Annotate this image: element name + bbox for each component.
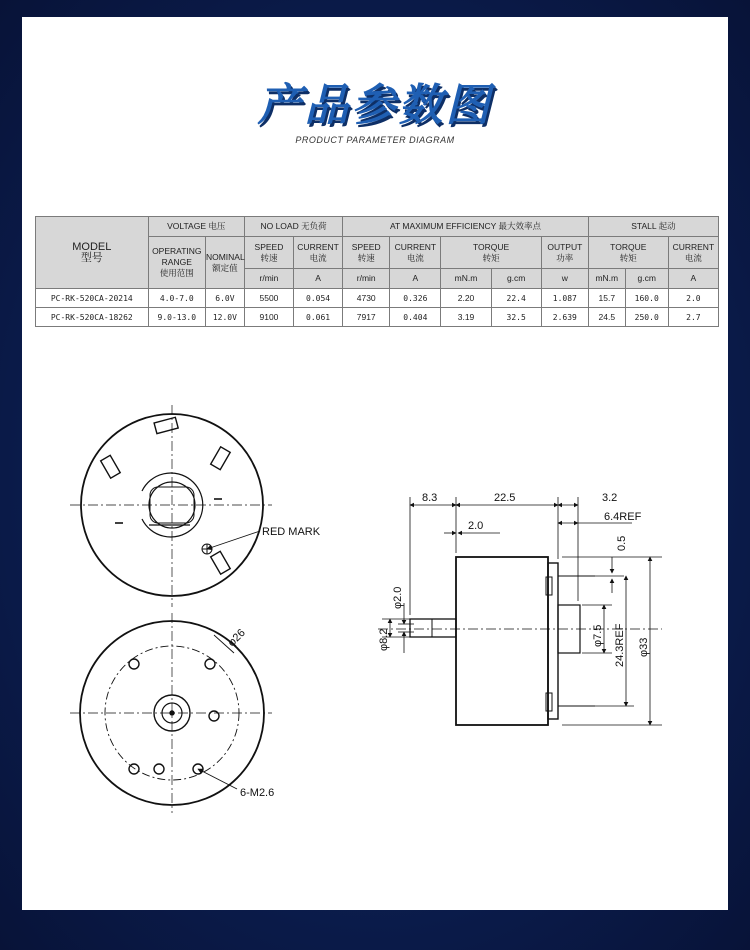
me-torque-gcm-cell: 32.5 bbox=[491, 308, 541, 327]
st-current-cell: 2.0 bbox=[668, 289, 718, 308]
st-torque-gcm-cell: 250.0 bbox=[625, 308, 668, 327]
me-torque-mnm-cell: 2.20 bbox=[441, 289, 491, 308]
parameter-sheet bbox=[22, 17, 728, 910]
me-current-cell: 0.404 bbox=[390, 308, 441, 327]
model-cell: PC-RK-520CA-20214 bbox=[36, 289, 149, 308]
nl-speed-cell: 5500 bbox=[244, 289, 293, 308]
model-header-cn: 型号 bbox=[80, 251, 103, 264]
me-speed-cell: 7917 bbox=[343, 308, 390, 327]
page-title: 产品参数图 bbox=[257, 80, 493, 131]
unit-cell: w bbox=[541, 269, 588, 289]
unit-cell: r/min bbox=[244, 269, 293, 289]
current-cn-label: 电流 bbox=[309, 252, 327, 263]
range-cell: 4.0-7.0 bbox=[148, 289, 205, 308]
dim-2-0: 2.0 bbox=[468, 520, 484, 532]
operating-label: OPERATING bbox=[152, 246, 202, 256]
stall-header: STALL 起动 bbox=[588, 217, 718, 237]
dim-phi-2-0: φ2.0 bbox=[392, 586, 404, 609]
speed-label: SPEED bbox=[254, 241, 284, 252]
red-mark-label: RED MARK bbox=[262, 526, 321, 538]
model-cell: PC-RK-520CA-18262 bbox=[36, 308, 149, 327]
page-subtitle: PRODUCT PARAMETER DIAGRAM bbox=[295, 135, 455, 145]
st-torque-mnm-cell: 24.5 bbox=[588, 308, 625, 327]
side-view-dimensions bbox=[382, 497, 662, 725]
speed-label: SPEED bbox=[351, 241, 381, 252]
dim-0-5: 0.5 bbox=[616, 535, 628, 551]
dim-24-3-ref: 24.3REF bbox=[614, 623, 626, 667]
unit-cell: r/min bbox=[343, 269, 390, 289]
mounting-holes-label: 6-M2.6 bbox=[240, 787, 275, 799]
nominal-cell: 6.0V bbox=[205, 289, 244, 308]
me-speed-cell: 4730 bbox=[343, 289, 390, 308]
me-torque-mnm-cell: 3.19 bbox=[441, 308, 491, 327]
st-torque-gcm-cell: 160.0 bbox=[625, 289, 668, 308]
speed-cn-label: 转速 bbox=[357, 252, 375, 263]
dim-phi-7-5: φ7.5 bbox=[592, 624, 604, 647]
torque-cn-label: 转矩 bbox=[482, 252, 500, 263]
unit-cell: A bbox=[294, 269, 343, 289]
current-label: CURRENT bbox=[297, 241, 339, 252]
nominal-label: NOMINAL bbox=[205, 251, 245, 262]
speed-cn-label: 转速 bbox=[260, 252, 278, 263]
nl-speed-cell: 9100 bbox=[244, 308, 293, 327]
nl-current-cell: 0.054 bbox=[294, 289, 343, 308]
torque-label: TORQUE bbox=[610, 241, 647, 252]
diameter-26-label: φ26 bbox=[225, 626, 248, 650]
range-cell: 9.0-13.0 bbox=[148, 308, 205, 327]
unit-cell: mN.m bbox=[588, 269, 625, 289]
range-label: RANGE bbox=[161, 257, 192, 267]
technical-drawings bbox=[22, 17, 728, 910]
dim-3-2: 3.2 bbox=[602, 492, 618, 504]
me-current-cell: 0.326 bbox=[390, 289, 441, 308]
current-label: CURRENT bbox=[394, 241, 437, 252]
voltage-header: VOLTAGE 电压 bbox=[148, 217, 244, 237]
unit-cell: mN.m bbox=[441, 269, 491, 289]
unit-cell: g.cm bbox=[625, 269, 668, 289]
current-cn-label: 电流 bbox=[684, 252, 702, 263]
no-load-header: NO LOAD 无负荷 bbox=[244, 217, 342, 237]
nominal-cn-label: 额定值 bbox=[212, 262, 238, 273]
dim-22-5: 22.5 bbox=[494, 492, 516, 504]
me-torque-gcm-cell: 22.4 bbox=[491, 289, 541, 308]
motor-front-view bbox=[70, 613, 275, 813]
torque-label: TORQUE bbox=[472, 241, 510, 252]
max-efficiency-header: AT MAXIMUM EFFICIENCY 最大效率点 bbox=[343, 217, 589, 237]
st-torque-mnm-cell: 15.7 bbox=[588, 289, 625, 308]
me-output-cell: 1.087 bbox=[541, 289, 588, 308]
output-cn-label: 功率 bbox=[556, 252, 574, 263]
torque-cn-label: 转矩 bbox=[619, 252, 637, 263]
dim-phi-33: φ33 bbox=[638, 637, 650, 657]
unit-cell: A bbox=[390, 269, 441, 289]
nl-current-cell: 0.061 bbox=[294, 308, 343, 327]
dim-phi-8-2: φ8.2 bbox=[378, 628, 390, 651]
st-current-cell: 2.7 bbox=[668, 308, 718, 327]
dim-8-3: 8.3 bbox=[422, 492, 438, 504]
unit-cell: A bbox=[668, 269, 718, 289]
model-header: MODEL bbox=[72, 240, 112, 253]
unit-cell: g.cm bbox=[491, 269, 541, 289]
current-label: CURRENT bbox=[672, 241, 715, 252]
me-output-cell: 2.639 bbox=[541, 308, 588, 327]
current-cn-label: 电流 bbox=[406, 252, 424, 263]
nominal-cell: 12.0V bbox=[205, 308, 244, 327]
dim-6-4-ref: 6.4REF bbox=[604, 511, 642, 523]
motor-rear-view bbox=[70, 405, 272, 607]
range-cn-label: 使用范围 bbox=[159, 268, 194, 278]
output-label: OUTPUT bbox=[547, 241, 583, 252]
